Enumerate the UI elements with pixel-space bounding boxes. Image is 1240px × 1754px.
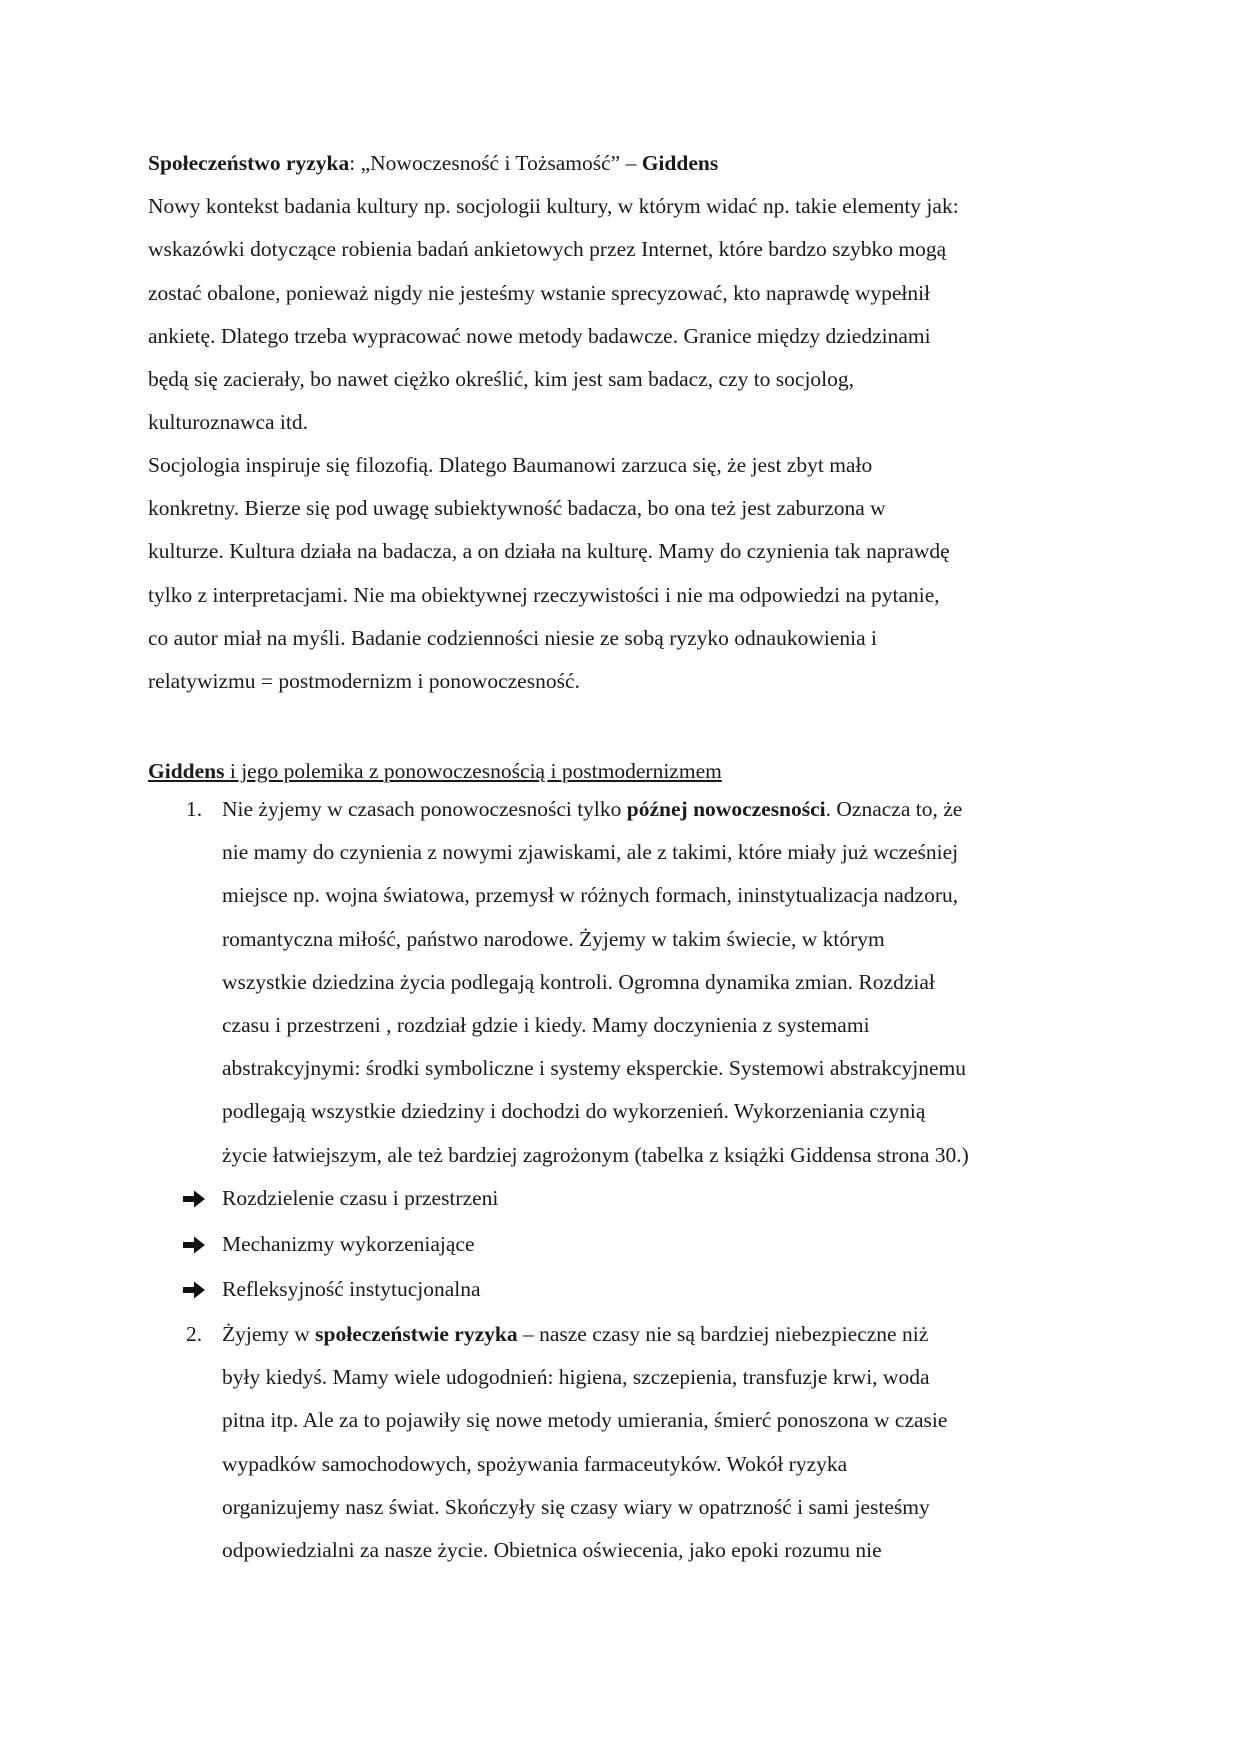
text-run: – nasze czasy nie są bardziej niebezpieczne niż bbox=[517, 1322, 929, 1346]
text-line: odpowiedzialni za nasze życie. Obietnica oświecenia, jako epoki rozumu nie bbox=[222, 1538, 882, 1563]
arrow-right-icon bbox=[182, 1280, 206, 1300]
text-line: tylko z interpretacjami. Nie ma obiektywnej rzeczywistości i nie ma odpowiedzi na pytanie, bbox=[148, 582, 940, 607]
arrow-item-label: Mechanizmy wykorzeniające bbox=[222, 1231, 475, 1256]
text-line: organizujemy nasz świat. Skończyły się czasy wiary w opatrzność i sami jesteśmy bbox=[222, 1494, 930, 1519]
text-line: konkretny. Bierze się pod uwagę subiektywność badacza, bo ona też jest zaburzona w bbox=[148, 496, 886, 521]
list-item bbox=[148, 788, 1108, 1177]
text-line: czasu i przestrzeni , rozdział gdzie i kiedy. Mamy doczynienia z systemami bbox=[222, 1013, 870, 1038]
arrow-item-label: Rozdzielenie czasu i przestrzeni bbox=[222, 1186, 499, 1210]
arrow-list-item bbox=[148, 1268, 1108, 1314]
arrow-list-item bbox=[148, 1223, 1108, 1269]
text-line: będą się zacierały, bo nawet ciężko określić, kim jest sam badacz, czy to socjolog, bbox=[148, 367, 855, 392]
text-line: miejsce np. wojna światowa, przemysł w różnych formach, ininstytualizacja nadzoru, bbox=[222, 883, 959, 908]
arrow-list-item bbox=[148, 1177, 1108, 1223]
text-run: Nie żyjemy w czasach ponowoczesności tylko bbox=[222, 797, 627, 821]
text-line: ankietę. Dlatego trzeba wypracować nowe metody badawcze. Granice między dziedzinami bbox=[148, 323, 931, 348]
list-number: 2. bbox=[186, 1322, 203, 1346]
text-line: romantyczna miłość, państwo narodowe. Żyjemy w takim świecie, w którym bbox=[222, 926, 885, 951]
intro-paragraph bbox=[148, 142, 1108, 444]
arrow-right-icon bbox=[182, 1235, 206, 1255]
numbered-item-1 bbox=[148, 788, 1108, 1177]
document-title bbox=[148, 142, 1108, 185]
text-line: nie mamy do czynienia z nowymi zjawiskami, ale z takimi, które miały już wcześniej bbox=[222, 840, 959, 865]
text-line: relatywizmu = postmodernizm i ponowoczesność. bbox=[148, 669, 580, 694]
bold-run: późnej nowoczesności bbox=[626, 797, 826, 821]
text-line bbox=[222, 1313, 1108, 1356]
list-item bbox=[148, 1313, 1108, 1572]
heading-bold: Giddens bbox=[148, 759, 225, 783]
arrow-list bbox=[148, 1177, 1108, 1314]
title-bold: Społeczeństwo ryzyka bbox=[148, 151, 350, 175]
text-line: co autor miał na myśli. Badanie codzienności niesie ze sobą ryzyko odnaukowienia i bbox=[148, 625, 877, 650]
text-run: Żyjemy w bbox=[222, 1322, 316, 1346]
numbered-item-2 bbox=[148, 1313, 1108, 1572]
text-line: zostać obalone, ponieważ nigdy nie jesteśmy wstanie sprecyzować, kto naprawdę wypełnił bbox=[148, 280, 931, 305]
text-line: wypadków samochodowych, spożywania farmaceutyków. Wokół ryzyka bbox=[222, 1451, 848, 1476]
text-line: życie łatwiejszym, ale też bardziej zagrożonym (tabelka z książki Giddensa strona 30.) bbox=[222, 1142, 969, 1167]
bold-run: społeczeństwie ryzyka bbox=[315, 1322, 518, 1346]
text-line: kulturoznawca itd. bbox=[148, 410, 309, 435]
text-line: abstrakcyjnymi: środki symboliczne i systemy eksperckie. Systemowi abstrakcyjnemu bbox=[222, 1056, 966, 1081]
text-line: pitna itp. Ale za to pojawiły się nowe metody umierania, śmierć ponoszona w czasie bbox=[222, 1408, 948, 1433]
text-line bbox=[222, 788, 1108, 831]
text-line: były kiedyś. Mamy wiele udogodnień: higiena, szczepienia, transfuzje krwi, woda bbox=[222, 1365, 930, 1390]
text-line: wskazówki dotyczące robienia badań ankietowych przez Internet, które bardzo szybko mogą bbox=[148, 237, 947, 262]
text-line: Nowy kontekst badania kultury np. socjologii kultury, w którym widać np. takie elementy jak: bbox=[148, 194, 959, 219]
title-mid: : „Nowoczesność i Tożsamość” – bbox=[349, 151, 642, 175]
section-heading bbox=[148, 750, 722, 793]
text-run: . Oznacza to, że bbox=[825, 797, 963, 821]
text-line: Socjologia inspiruje się filozofią. Dlatego Baumanowi zarzuca się, że jest zbyt mało bbox=[148, 453, 873, 477]
arrow-item-label: Refleksyjność instytucjonalna bbox=[222, 1277, 481, 1302]
title-author: Giddens bbox=[641, 151, 719, 175]
list-number: 1. bbox=[186, 797, 203, 821]
text-line: wszystkie dziedzina życia podlegają kontroli. Ogromna dynamika zmian. Rozdział bbox=[222, 969, 935, 994]
text-line: kulturze. Kultura działa na badacza, a on działa na kulturę. Mamy do czynienia tak naprawdę bbox=[148, 539, 950, 564]
arrow-right-icon bbox=[182, 1189, 206, 1209]
heading-rest: i jego polemika z ponowoczesnością i postmodernizmem bbox=[224, 759, 722, 783]
paragraph-2 bbox=[148, 444, 1108, 703]
text-line: podlegają wszystkie dziedziny i dochodzi do wykorzenień. Wykorzeniania czynią bbox=[222, 1099, 926, 1124]
